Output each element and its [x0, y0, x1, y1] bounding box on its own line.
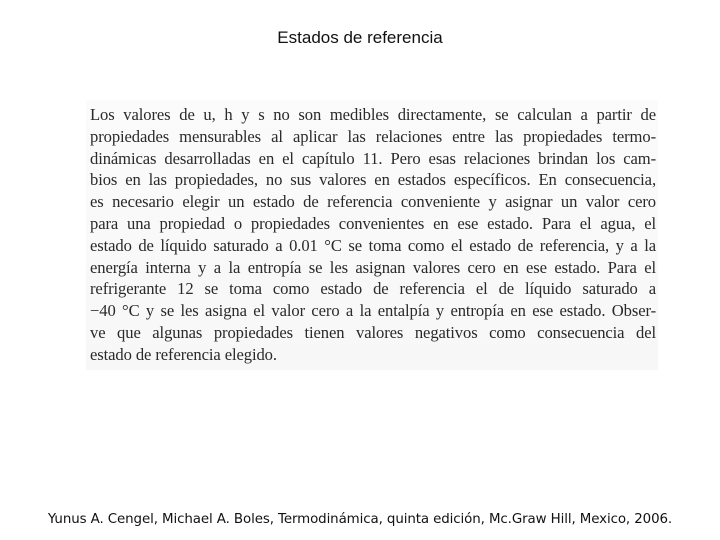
paragraph-line: dinámicas desarrolladas en el capítulo 11. Pero esas relaciones brindan los cam-	[90, 148, 656, 168]
paragraph-line: refrigerante 12 se toma como estado de referencia el de líquido saturado a	[90, 279, 656, 299]
paragraph-line: es necesario elegir un estado de referencia conveniente y asignar un valor cero	[90, 192, 656, 212]
scanned-text-image	[86, 100, 658, 370]
paragraph-line: bios en las propiedades, no sus valores en estados específicos. En consecuencia,	[90, 170, 656, 190]
paragraph-line: estado de referencia elegido.	[90, 344, 277, 364]
citation-caption: Yunus A. Cengel, Michael A. Boles, Termodinámica, quinta edición, Mc.Graw Hill, Mexico, 2006.	[47, 512, 673, 527]
paragraph-line: −40 °C y se les asigna el valor cero a la entalpía y entropía en ese estado. Obser-	[90, 301, 656, 321]
paragraph-line: energía interna y a la entropía se les asignan valores cero en ese estado. Para el	[90, 257, 656, 277]
paragraph-line: para una propiedad o propiedades convenientes en ese estado. Para el agua, el	[90, 213, 656, 233]
slide-title: Estados de referencia	[277, 28, 443, 47]
scanned-paragraph	[90, 104, 656, 366]
paragraph-line: estado de líquido saturado a 0.01 °C se toma como el estado de referencia, y a la	[90, 235, 656, 255]
paragraph-line: propiedades mensurables al aplicar las relaciones entre las propiedades termo-	[90, 126, 656, 146]
paragraph-line: ve que algunas propiedades tienen valores negativos como consecuencia del	[90, 322, 656, 342]
paragraph-line: Los valores de u, h y s no son medibles directamente, se calculan a partir de	[90, 105, 656, 124]
